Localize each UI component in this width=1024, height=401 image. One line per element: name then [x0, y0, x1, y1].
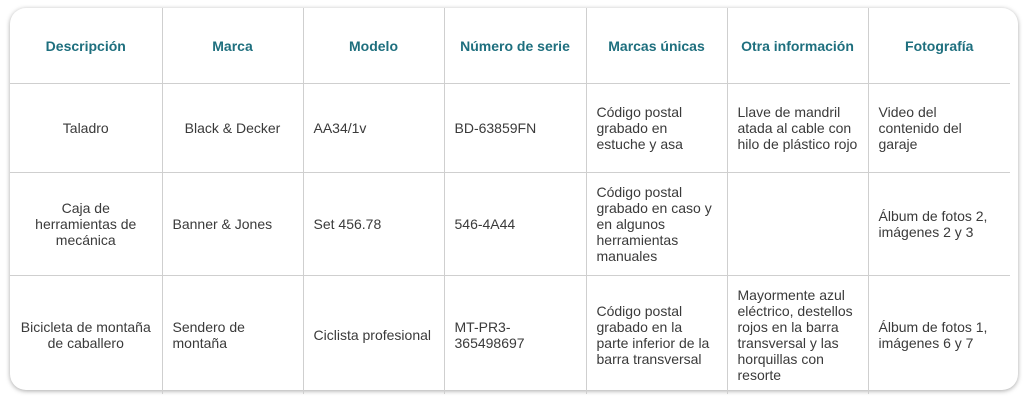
cell-otra-info [727, 173, 868, 276]
table-row [10, 84, 1010, 173]
header-modelo: Modelo [303, 8, 444, 84]
header-descripcion: Descripción [10, 8, 162, 84]
cell-marcas-unicas: Código postal grabado en la parte inferior de la barra transversal [586, 276, 727, 395]
header-marcas-unicas: Marcas únicas [586, 8, 727, 84]
table-row [10, 173, 1010, 276]
cell-otra-info: Mayormente azul eléctrico, destellos rojos en la barra transversal y las horquillas con resorte [727, 276, 868, 395]
inventory-table [10, 8, 1010, 394]
header-numero-serie: Número de serie [444, 8, 586, 84]
cell-descripcion: Caja de herramientas de mecánica [10, 173, 162, 276]
cell-marca: Banner & Jones [162, 173, 303, 276]
cell-fotografia: Álbum de fotos 2, imágenes 2 y 3 [868, 173, 1010, 276]
cell-marcas-unicas: Código postal grabado en caso y en algunos herramientas manuales [586, 173, 727, 276]
cell-descripcion: Bicicleta de montaña de caballero [10, 276, 162, 395]
table-row [10, 276, 1010, 395]
cell-serie: MT-PR3-365498697 [444, 276, 586, 395]
cell-modelo: Ciclista profesional [303, 276, 444, 395]
cell-otra-info: Llave de mandril atada al cable con hilo de plástico rojo [727, 84, 868, 173]
cell-marca: Black & Decker [162, 84, 303, 173]
cell-serie: 546-4A44 [444, 173, 586, 276]
cell-descripcion: Taladro [10, 84, 162, 173]
cell-serie: BD-63859FN [444, 84, 586, 173]
header-fotografia: Fotografía [868, 8, 1010, 84]
cell-marca: Sendero de montaña [162, 276, 303, 395]
table-header-row [10, 8, 1010, 84]
cell-modelo: AA34/1v [303, 84, 444, 173]
cell-modelo: Set 456.78 [303, 173, 444, 276]
header-marca: Marca [162, 8, 303, 84]
cell-fotografia: Álbum de fotos 1, imágenes 6 y 7 [868, 276, 1010, 395]
header-otra-informacion: Otra información [727, 8, 868, 84]
cell-marcas-unicas: Código postal grabado en estuche y asa [586, 84, 727, 173]
cell-fotografia: Video del contenido del garaje [868, 84, 1010, 173]
